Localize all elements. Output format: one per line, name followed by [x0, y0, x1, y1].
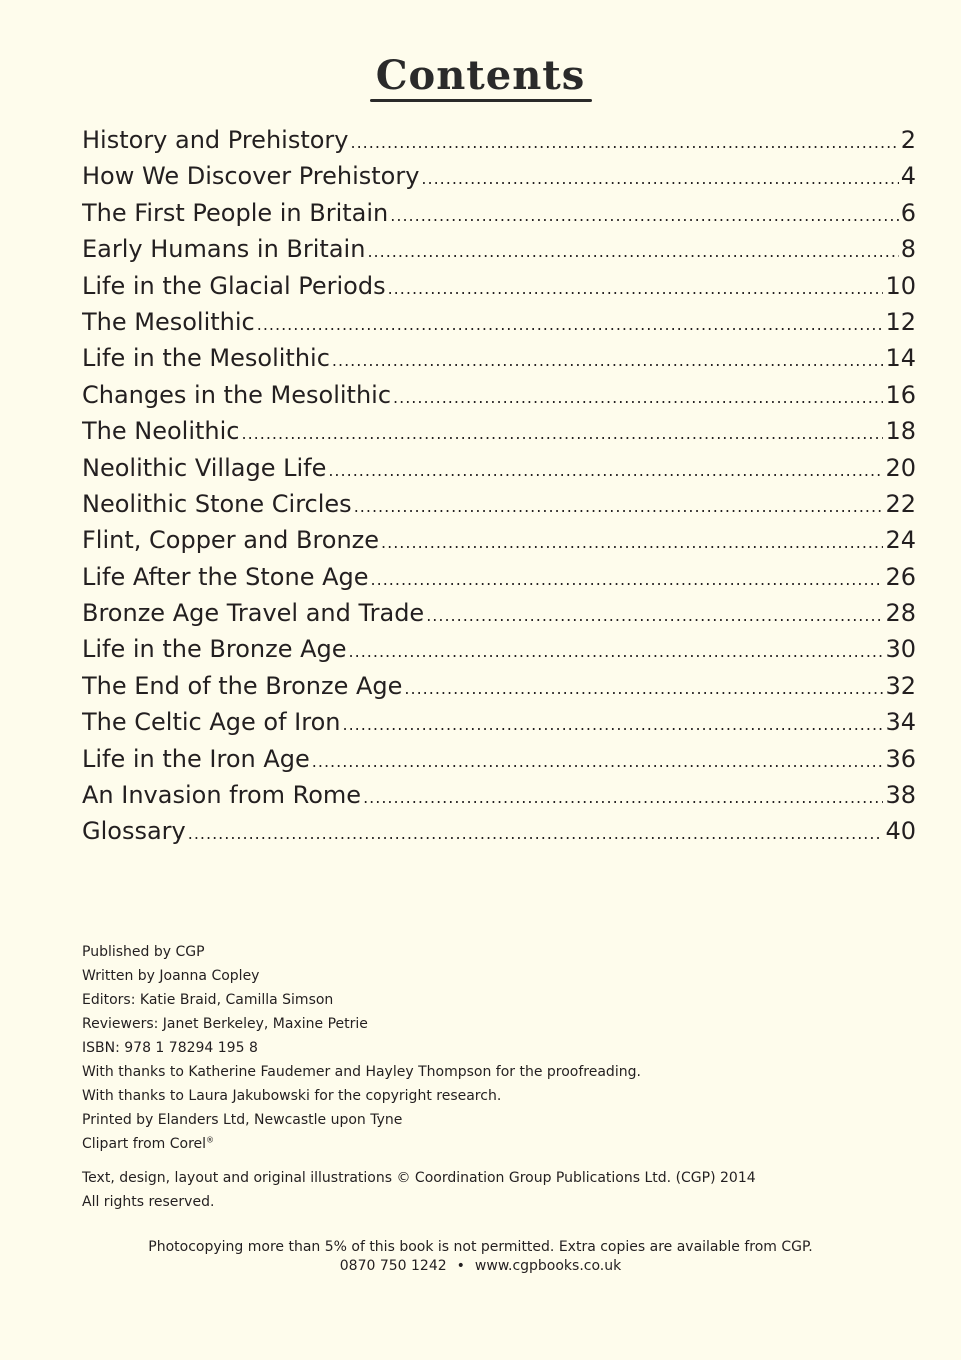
- toc-entry-page: 6: [900, 198, 916, 227]
- toc-entry-page: 2: [900, 126, 916, 154]
- title-underline: [370, 99, 592, 102]
- toc-entry-page: 18: [885, 417, 916, 446]
- toc-leader-dots: [342, 707, 883, 740]
- thanks-copyright: With thanks to Laura Jakubowski for the copyright research.: [82, 1088, 502, 1104]
- toc-entry-title: The Neolithic: [82, 417, 240, 446]
- toc-entry[interactable]: [82, 813, 916, 849]
- toc-leader-dots: [404, 671, 883, 704]
- toc-entry[interactable]: [82, 268, 916, 304]
- reviewers: Reviewers: Janet Berkeley, Maxine Petrie: [82, 1016, 368, 1032]
- published-by: Published by CGP: [82, 944, 205, 960]
- toc-leader-dots: [242, 416, 884, 449]
- rights-reserved: All rights reserved.: [82, 1194, 215, 1210]
- toc-entry-title: Early Humans in Britain: [82, 235, 366, 264]
- toc-leader-dots: [421, 161, 898, 194]
- toc-entry-page: 38: [885, 781, 916, 810]
- toc-leader-dots: [388, 271, 884, 304]
- toc-entry-title: Life in the Iron Age: [82, 744, 310, 773]
- toc-entry-page: 8: [900, 235, 916, 264]
- clipart-credit: [82, 1132, 902, 1156]
- page-title: Contents: [375, 52, 586, 99]
- website-link[interactable]: www.cgpbooks.co.uk: [474, 1258, 622, 1274]
- toc-leader-dots: [363, 780, 883, 813]
- written-by: Written by Joanna Copley: [82, 968, 260, 984]
- toc-entry-title: The End of the Bronze Age: [82, 671, 403, 700]
- toc-entry[interactable]: [82, 668, 916, 704]
- toc-entry-title: Neolithic Stone Circles: [82, 489, 352, 518]
- toc-entry-title: Bronze Age Travel and Trade: [82, 599, 425, 628]
- toc-entry-title: The First People in Britain: [82, 198, 389, 227]
- toc-entry-page: 24: [885, 526, 916, 555]
- toc-entry[interactable]: [82, 158, 916, 194]
- toc-entry-title: History and Prehistory: [82, 126, 349, 154]
- toc-entry[interactable]: [82, 777, 916, 813]
- toc-leader-dots: [371, 562, 884, 595]
- toc-entry-page: 10: [885, 271, 916, 300]
- toc-entry-page: 22: [885, 489, 916, 518]
- toc-leader-dots: [393, 380, 883, 413]
- toc-entry[interactable]: [82, 122, 916, 158]
- toc-entry-page: 4: [900, 162, 916, 191]
- toc-entry-page: 40: [885, 817, 916, 846]
- separator-bullet: •: [456, 1258, 465, 1274]
- toc-entry-page: 16: [885, 380, 916, 409]
- toc-entry-title: The Celtic Age of Iron: [82, 708, 341, 737]
- toc-entry-page: 32: [885, 671, 916, 700]
- toc-entry[interactable]: [82, 704, 916, 740]
- editors: Editors: Katie Braid, Camilla Simson: [82, 992, 334, 1008]
- toc-entry[interactable]: [82, 559, 916, 595]
- toc-leader-dots: [257, 307, 884, 340]
- toc-entry[interactable]: [82, 486, 916, 522]
- toc-leader-dots: [328, 453, 883, 486]
- toc-entry-title: Glossary: [82, 817, 186, 846]
- printed-by: Printed by Elanders Ltd, Newcastle upon Tyne: [82, 1112, 403, 1128]
- toc-entry[interactable]: [82, 340, 916, 376]
- toc-entry-page: 26: [885, 562, 916, 591]
- thanks-proofreading: With thanks to Katherine Faudemer and Hayley Thompson for the proofreading.: [82, 1064, 641, 1080]
- registered-mark: ®: [206, 1135, 215, 1145]
- table-of-contents: [82, 122, 916, 850]
- toc-entry[interactable]: [82, 377, 916, 413]
- toc-entry-title: Life in the Bronze Age: [82, 635, 347, 664]
- toc-leader-dots: [312, 744, 884, 777]
- toc-entry-title: Life in the Mesolithic: [82, 344, 330, 373]
- toc-leader-dots: [426, 598, 883, 631]
- toc-entry[interactable]: [82, 195, 916, 231]
- toc-entry-title: The Mesolithic: [82, 307, 255, 336]
- toc-entry[interactable]: [82, 631, 916, 667]
- toc-entry-page: 12: [885, 307, 916, 336]
- toc-entry[interactable]: [82, 304, 916, 340]
- toc-entry[interactable]: [82, 522, 916, 558]
- toc-entry-title: Life After the Stone Age: [82, 562, 369, 591]
- toc-leader-dots: [367, 234, 898, 267]
- toc-entry[interactable]: [82, 741, 916, 777]
- toc-entry[interactable]: [82, 231, 916, 267]
- toc-leader-dots: [349, 634, 884, 667]
- toc-entry-title: Flint, Copper and Bronze: [82, 526, 380, 555]
- toc-entry-page: 28: [885, 599, 916, 628]
- copyright-notice: [82, 1166, 902, 1214]
- clipart-text: Clipart from Corel: [82, 1136, 207, 1152]
- toc-entry-page: 14: [885, 344, 916, 373]
- toc-entry-page: 20: [885, 453, 916, 482]
- publication-credits: [82, 940, 902, 1156]
- page-title-block: [0, 52, 961, 100]
- contact-line: [0, 1257, 961, 1276]
- toc-entry[interactable]: [82, 413, 916, 449]
- toc-entry-title: How We Discover Prehistory: [82, 162, 420, 191]
- toc-entry[interactable]: [82, 595, 916, 631]
- toc-entry-title: Neolithic Village Life: [82, 453, 327, 482]
- toc-entry-page: 34: [885, 708, 916, 737]
- toc-leader-dots: [390, 198, 898, 231]
- toc-entry-page: 30: [885, 635, 916, 664]
- footer: [0, 1238, 961, 1276]
- toc-entry[interactable]: [82, 450, 916, 486]
- isbn: ISBN: 978 1 78294 195 8: [82, 1040, 258, 1056]
- toc-entry-title: An Invasion from Rome: [82, 781, 362, 810]
- copyright-line: Text, design, layout and original illustrations © Coordination Group Publications Ltd. (CGP) 2014: [82, 1170, 756, 1186]
- toc-leader-dots: [354, 489, 884, 522]
- phone-number: 0870 750 1242: [339, 1258, 447, 1274]
- toc-leader-dots: [381, 525, 883, 558]
- toc-leader-dots: [351, 125, 899, 158]
- toc-entry-title: Life in the Glacial Periods: [82, 271, 386, 300]
- toc-entry-page: 36: [885, 744, 916, 773]
- toc-leader-dots: [188, 816, 884, 849]
- toc-entry-title: Changes in the Mesolithic: [82, 380, 392, 409]
- toc-leader-dots: [332, 343, 884, 376]
- photocopy-notice: Photocopying more than 5% of this book is not permitted. Extra copies are available from CGP.: [148, 1239, 813, 1255]
